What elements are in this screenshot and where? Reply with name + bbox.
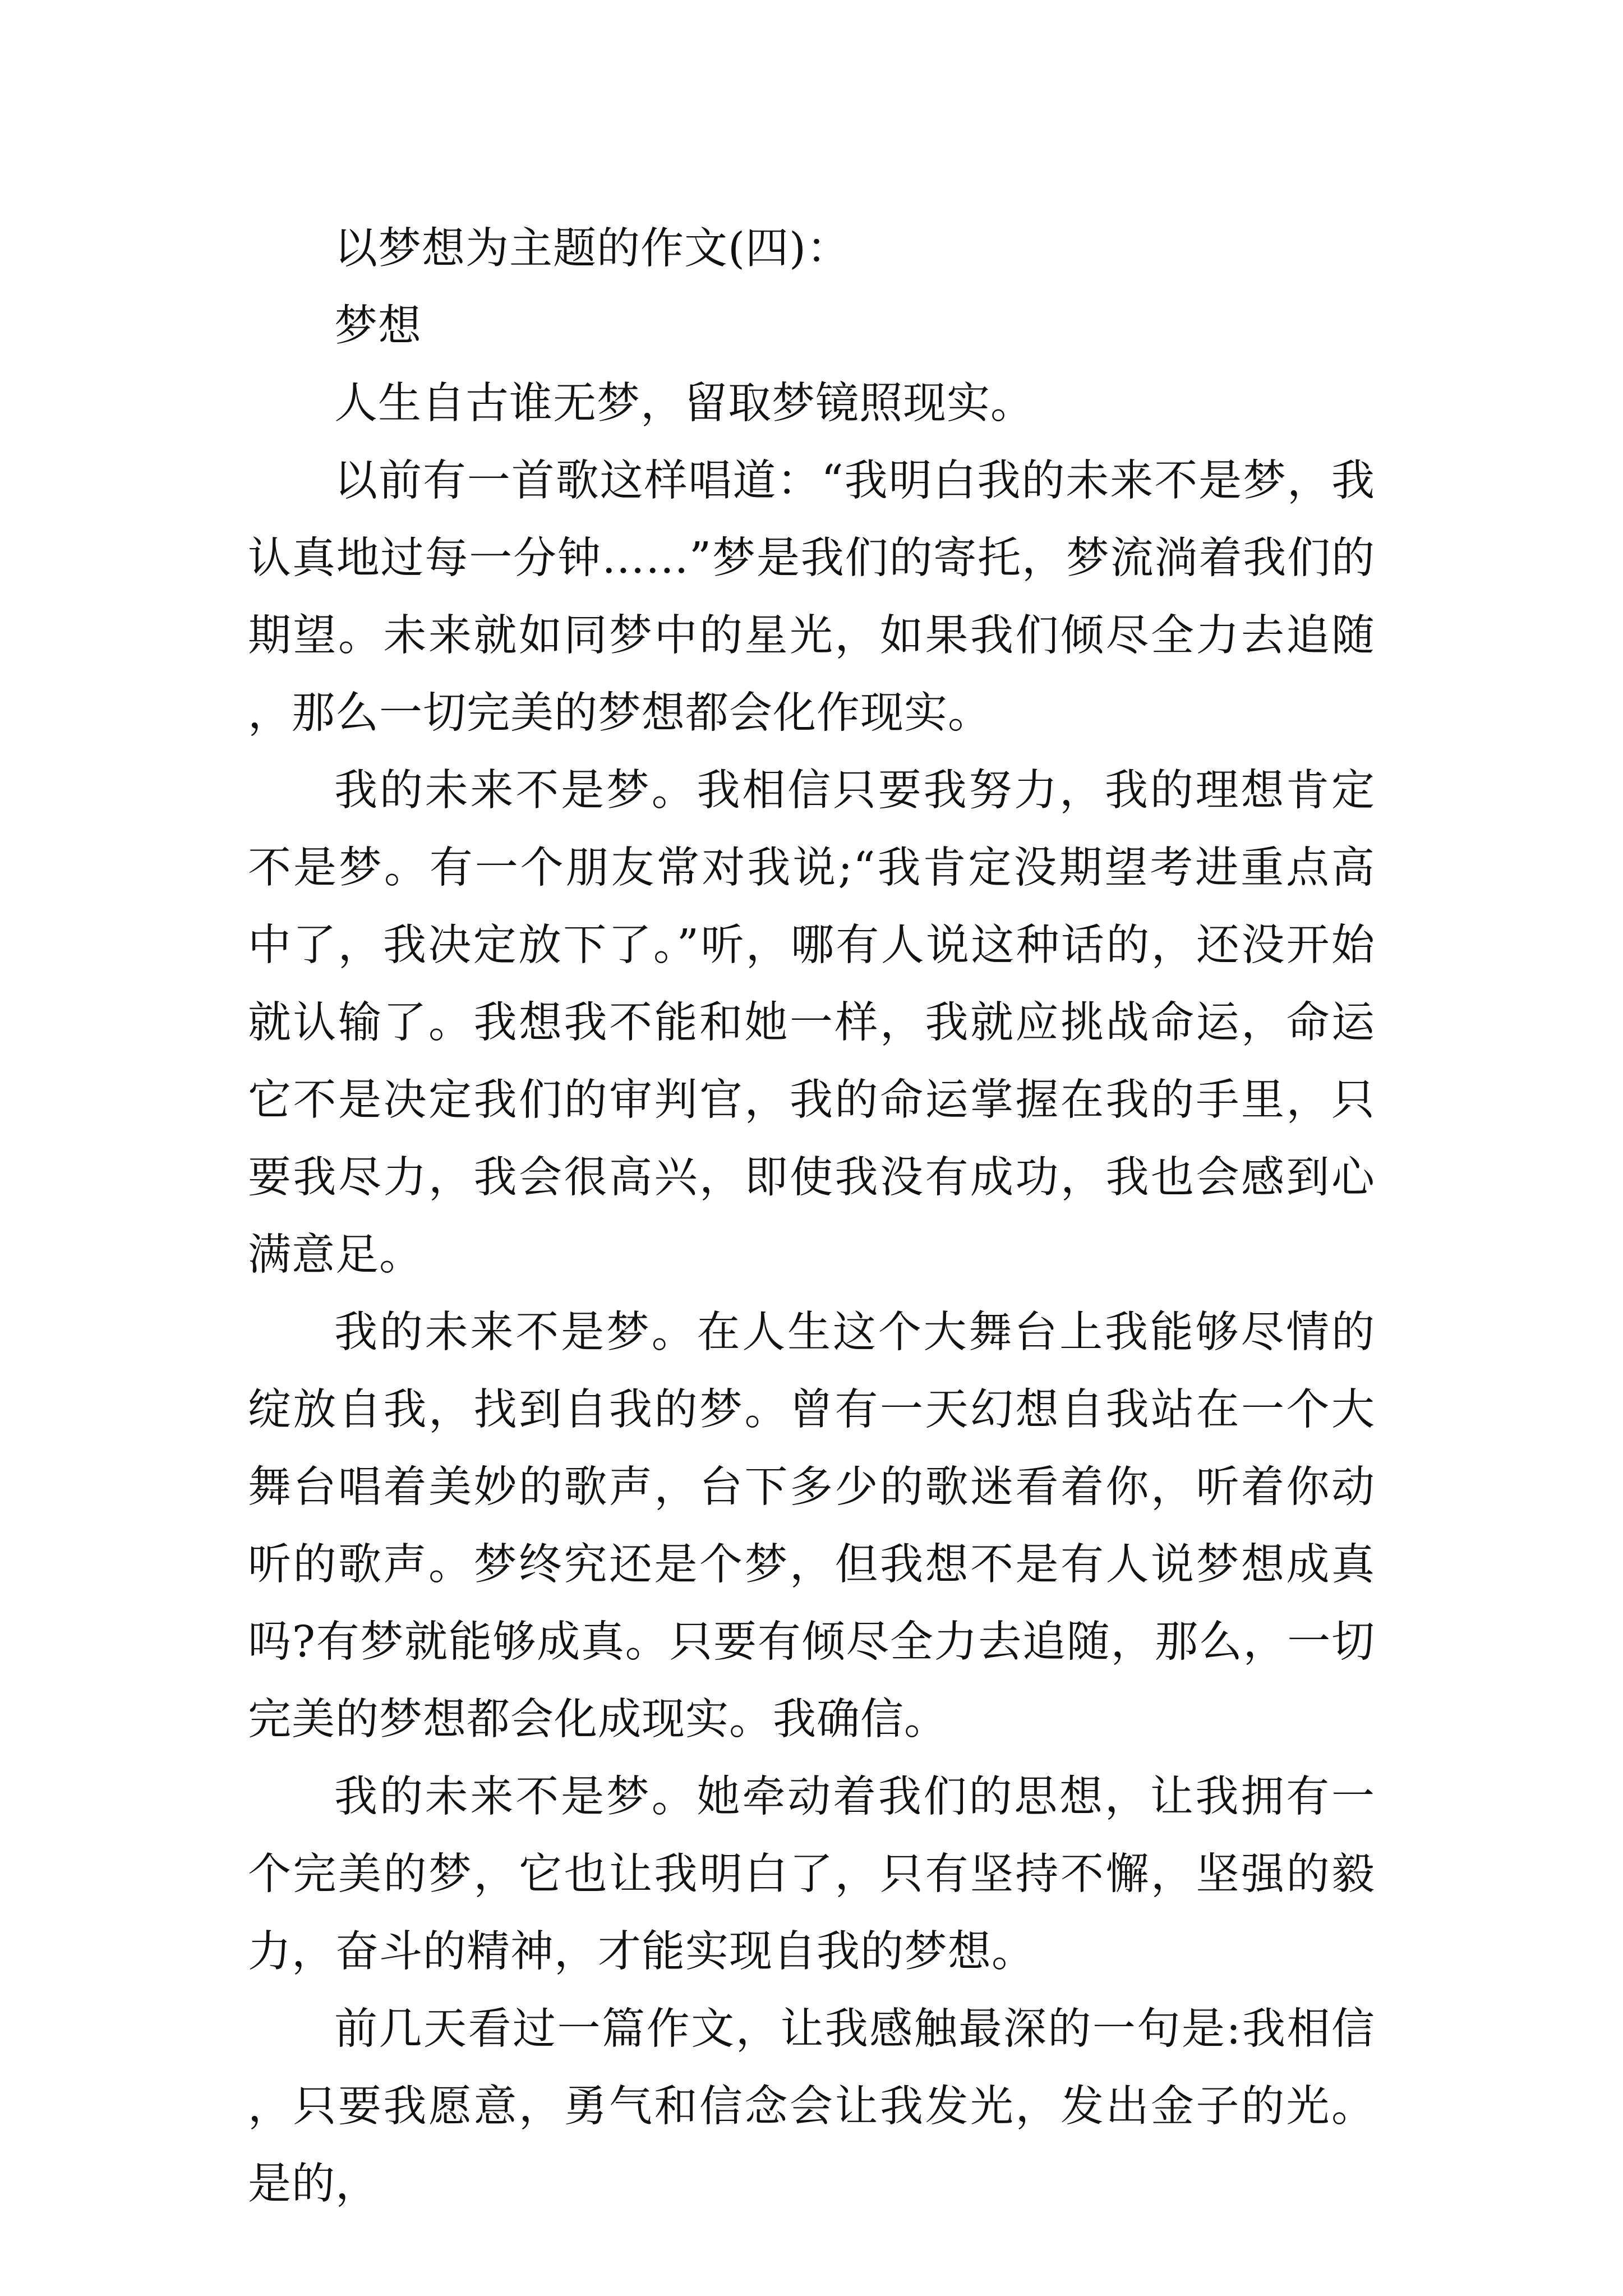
paragraph-5: 我的未来不是梦。她牵动着我们的思想，让我拥有一个完美的梦，它也让我明白了，只有坚持不懈，坚强的毅力，奋斗的精神，才能实现自我的梦想。 <box>248 1772 1375 1977</box>
paragraph-6: 前几天看过一篇作文，让我感触最深的一句是:我相信，只要我愿意，勇气和信念会让我发光，发出金子的光。是的， <box>248 2004 1375 2209</box>
paragraph-3: 我的未来不是梦。我相信只要我努力，我的理想肯定不是梦。有一个朋友常对我说;“我肯定没期望考进重点高中了，我决定放下了。”听，哪有人说这种话的，还没开始就认输了。我想我不能和她一样，我就应挑战命运，命运它不是决定我们的审判官，我的命运掌握在我的手里，只要我尽力，我会很高兴，即使我没有成功，我也会感到心满意足。 <box>248 766 1375 1280</box>
essay-heading: 以梦想为主题的作文(四)： <box>334 224 851 274</box>
essay-title: 梦想 <box>334 301 422 351</box>
document-body <box>248 210 1375 2223</box>
paragraph-2: 以前有一首歌这样唱道：“我明白我的未来不是梦，我认真地过每一分钟……”梦是我们的寄托，梦流淌着我们的期望。未来就如同梦中的星光，如果我们倾尽全力去追随，那么一切完美的梦想都会化作现实。 <box>248 456 1375 738</box>
paragraph-1: 人生自古谁无梦，留取梦镜照现实。 <box>334 379 1034 429</box>
paragraph-4: 我的未来不是梦。在人生这个大舞台上我能够尽情的绽放自我，找到自我的梦。曾有一天幻想自我站在一个大舞台唱着美妙的歌声，台下多少的歌迷看着你，听着你动听的歌声。梦终究还是个梦，但我想不是有人说梦想成真吗?有梦就能够成真。只要有倾尽全力去追随，那么，一切完美的梦想都会化成现实。我确信。 <box>248 1308 1375 1745</box>
